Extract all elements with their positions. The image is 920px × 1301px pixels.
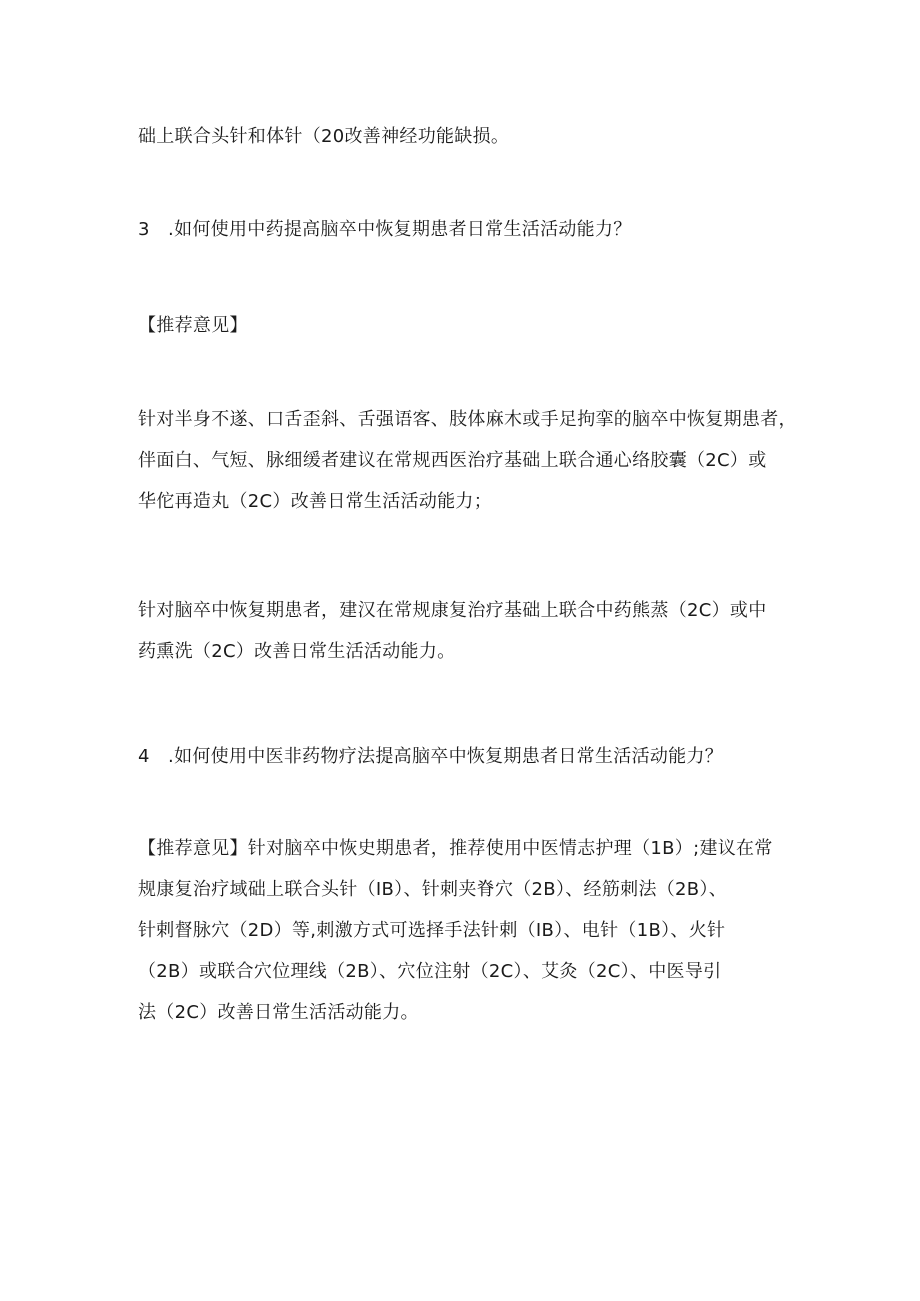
q4-paragraph-1 [138,828,788,1033]
q3-paragraph-1 [138,399,797,522]
text-line: 【推荐意见】 [138,315,248,336]
text-line: 华佗再造丸（2C）改善日常生活活动能力； [138,491,493,512]
text-line: 3 .如何使用中药提高脑卒中恢复期患者日常生活活动能力？ [138,219,632,240]
text-line: 药熏洗（2C）改善日常生活活动能力。 [138,641,456,662]
q3-recommendation-label [138,305,788,346]
q3-paragraph-2 [138,590,788,672]
text-line: 针对半身不遂、口舌歪斜、舌强语客、肢体麻木或手足拘挛的脑卒中恢复期患者， [138,409,797,430]
text-line: 针剌督脉穴（2D）等,刺激方式可选择手法针剌（IB）、电针（1B）、火针 [138,920,726,941]
text-line: 法（2C）改善日常生活活动能力。 [138,1002,419,1023]
text-line: 4 .如何使用中医非药物疗法提高脑卒中恢复期患者日常生活活动能力？ [138,746,724,767]
text-line: 伴面白、气短、脉细缓者建议在常规西医治疗基础上联合通心络胶囊（2C）或 [138,450,767,471]
intro-paragraph [138,116,788,157]
text-line: 【推荐意见】针对脑卒中恢史期患者，推荐使用中医情志护理（1B）;建议在常 [138,838,773,859]
text-line: （2B）或联合穴位理线（2B）、穴位注射（2C）、艾灸（2C）、中医导引 [138,961,722,982]
question-4-heading [138,736,788,777]
text-line: 规康复治疗域础上联合头针（IB）、针刺夹脊穴（2B）、经筋刺法（2B）、 [138,879,728,900]
question-3-heading [138,209,788,250]
text-line: 础上联合头针和体针（20改善神经功能缺损。 [138,126,510,147]
text-line: 针对脑卒中恢复期患者，建汉在常规康复治疗基础上联合中药熊蒸（2C）或中 [138,600,767,621]
